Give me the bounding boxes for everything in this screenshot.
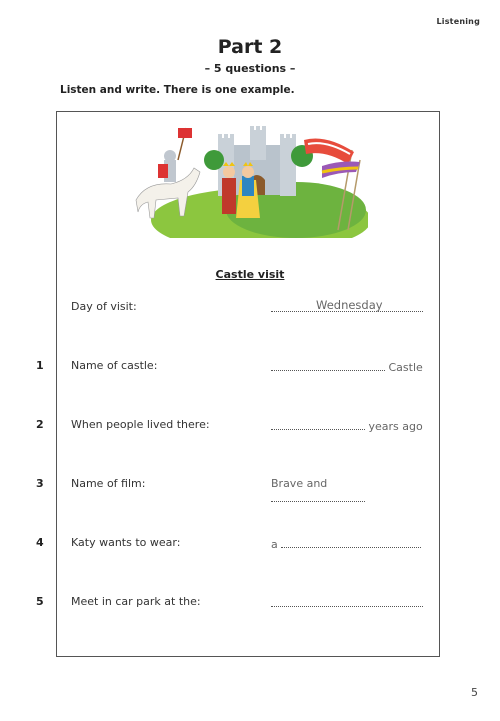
question-row-4	[0, 536, 500, 556]
example-row	[0, 300, 500, 320]
part-subtitle: – 5 questions –	[204, 62, 296, 75]
question-label: Name of castle:	[71, 359, 158, 372]
answer-field-1[interactable]	[271, 359, 423, 374]
instruction-text: Listen and write. There is one example.	[60, 84, 295, 96]
example-label: Day of visit:	[71, 300, 137, 313]
answer-field-4[interactable]	[271, 536, 423, 551]
answer-suffix: Castle	[388, 361, 423, 374]
answer-field-5[interactable]	[271, 595, 423, 610]
question-row-1	[0, 359, 500, 379]
answer-field-2[interactable]	[271, 418, 423, 433]
page-number: 5	[471, 686, 478, 699]
answer-field-3[interactable]	[271, 477, 423, 505]
question-number: 2	[36, 418, 44, 431]
box-title: Castle visit	[215, 268, 285, 281]
question-row-2	[0, 418, 500, 438]
question-number: 5	[36, 595, 44, 608]
answer-prefix: a	[271, 538, 278, 551]
question-label: Name of film:	[71, 477, 146, 490]
question-number: 4	[36, 536, 44, 549]
question-label: When people lived there:	[71, 418, 210, 431]
question-number: 1	[36, 359, 44, 372]
section-label: Listening	[436, 17, 480, 26]
answer-prefix: Brave and	[271, 477, 328, 490]
question-row-3	[0, 477, 500, 497]
question-number: 3	[36, 477, 44, 490]
answer-suffix: years ago	[368, 420, 423, 433]
example-answer: Wednesday	[316, 298, 383, 312]
part-title: Part 2	[217, 36, 283, 58]
question-label: Katy wants to wear:	[71, 536, 181, 549]
question-label: Meet in car park at the:	[71, 595, 201, 608]
question-row-5	[0, 595, 500, 615]
castle-illustration	[126, 120, 368, 238]
